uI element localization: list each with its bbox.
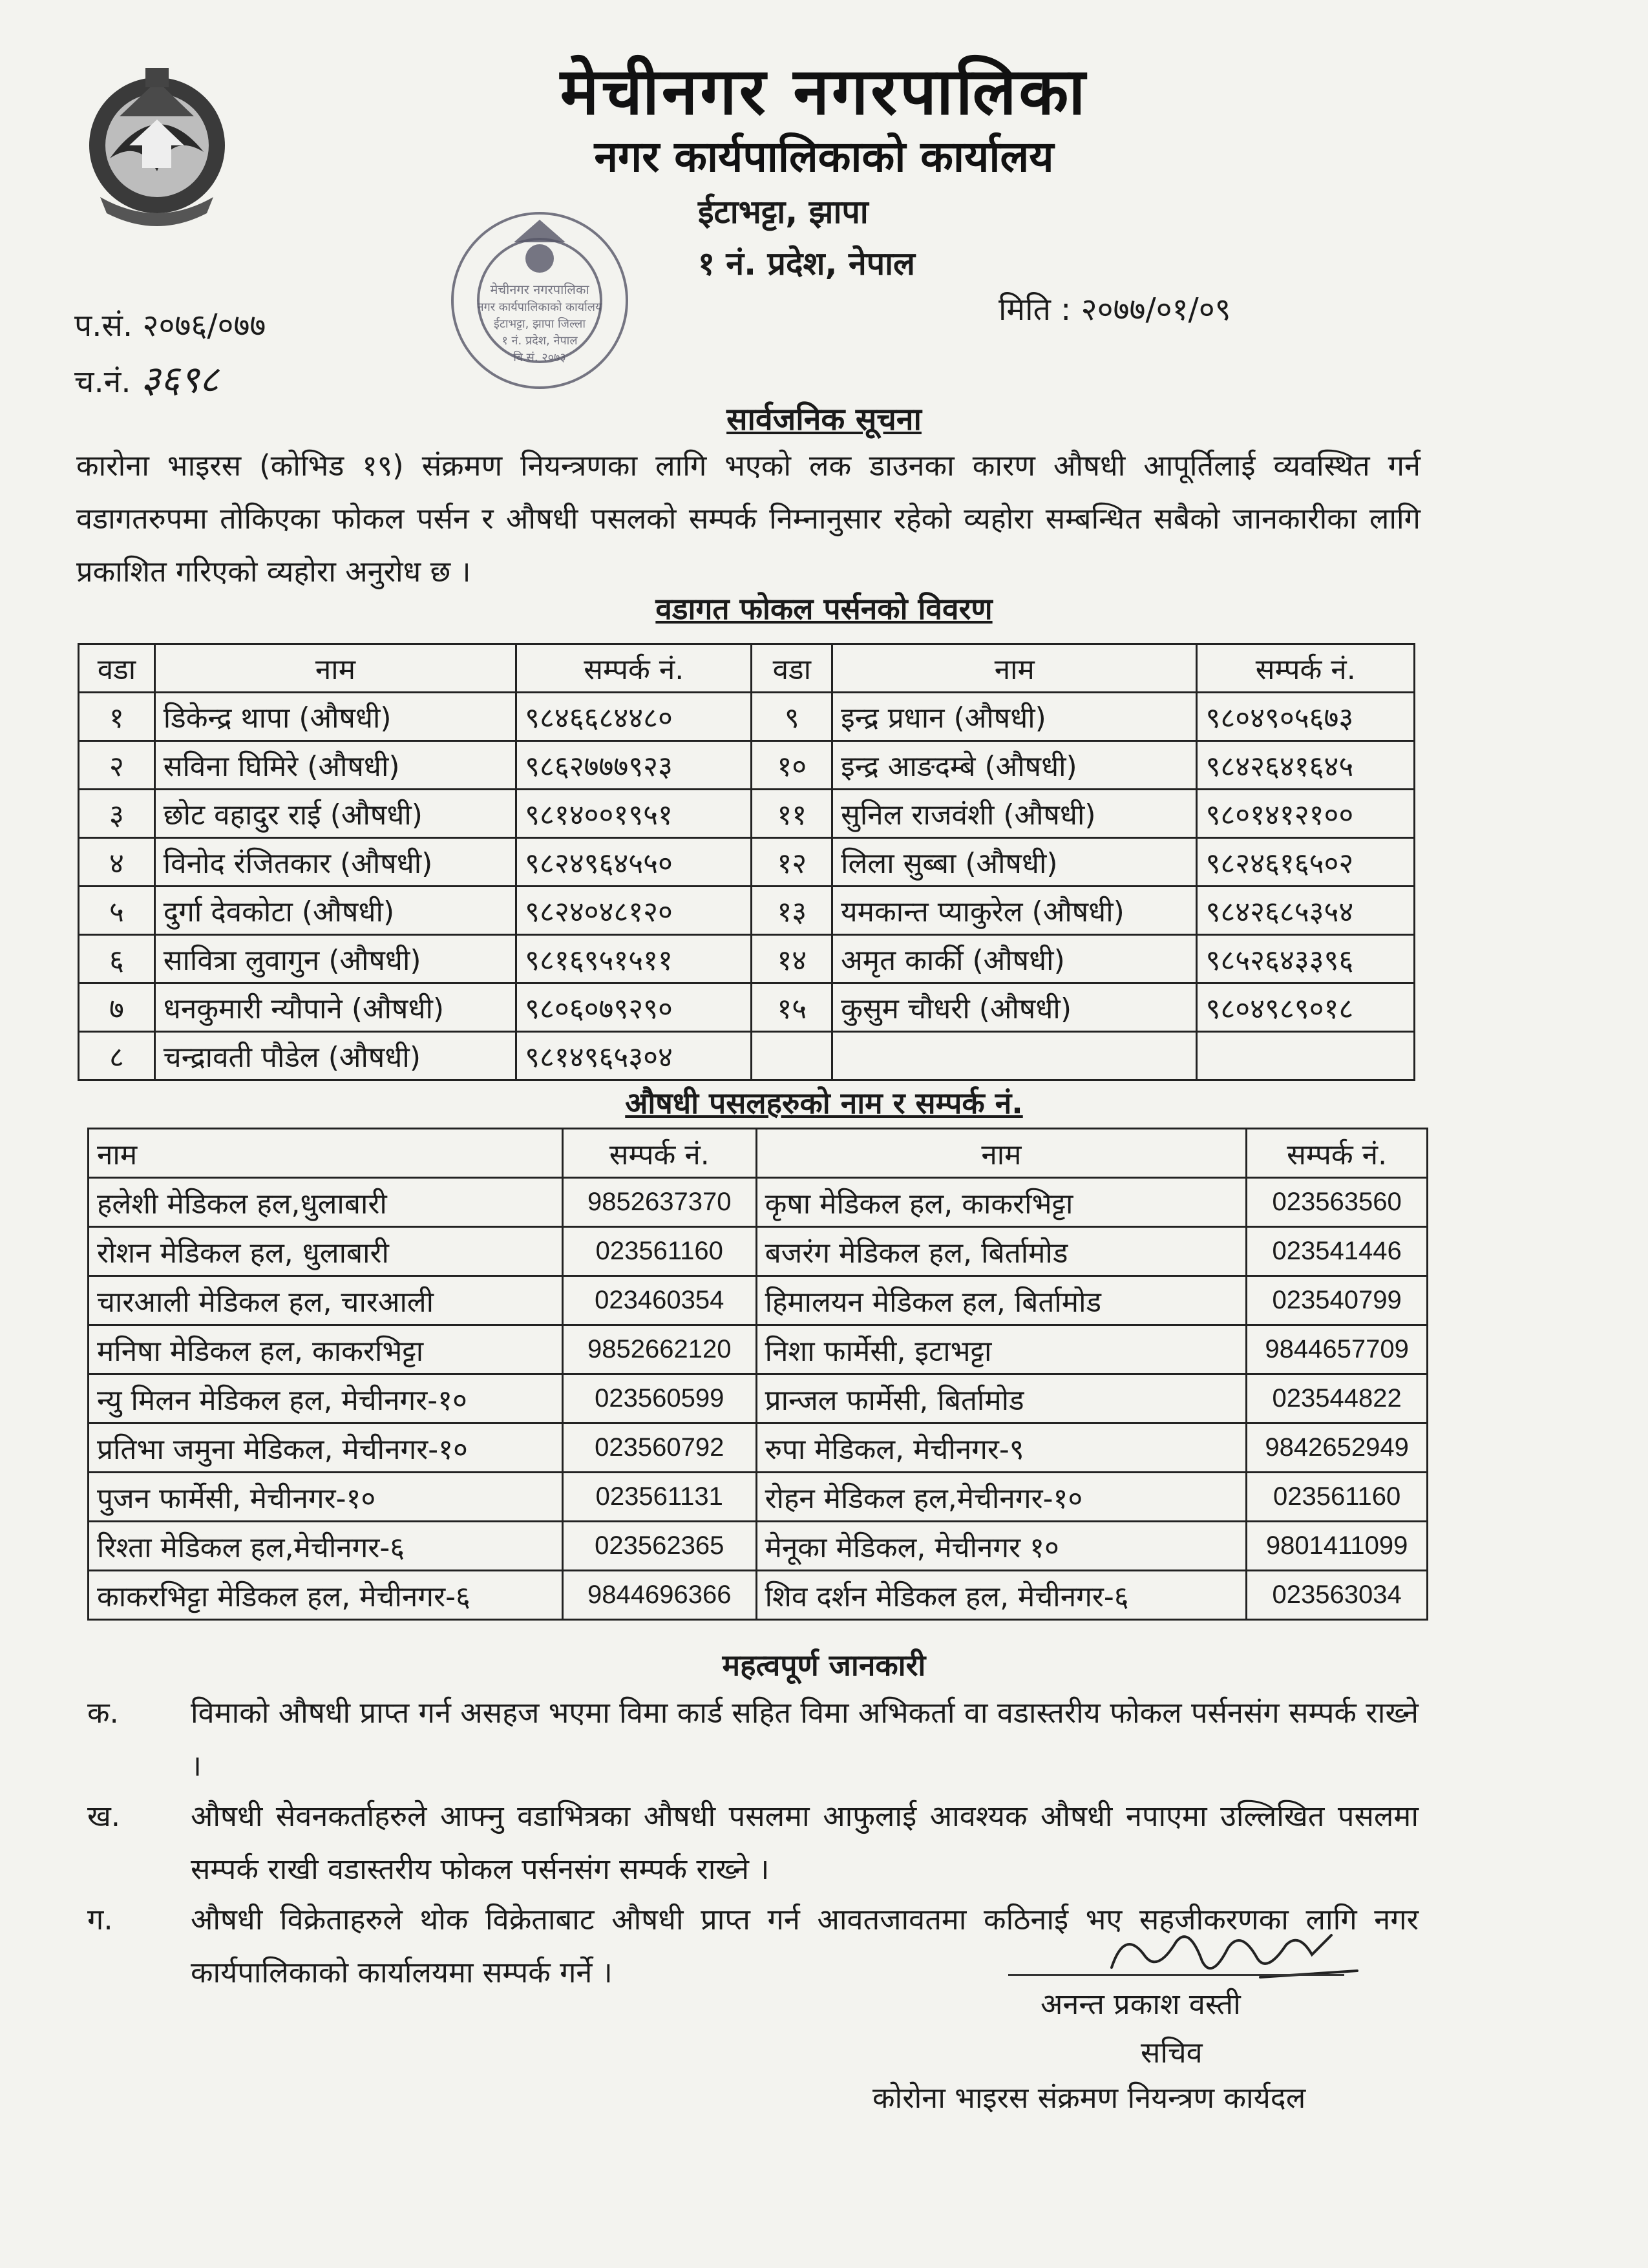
contact-cell: ९८२४०४८१२० bbox=[516, 887, 752, 935]
table-row bbox=[79, 741, 1415, 790]
contact-cell: ९८०४९८९०१८ bbox=[1197, 983, 1415, 1032]
table-row bbox=[79, 790, 1415, 838]
contact-cell: 9852637370 bbox=[562, 1178, 756, 1227]
table-row bbox=[79, 887, 1415, 935]
pharmacy-name-cell: हलेशी मेडिकल हल,धुलाबारी bbox=[89, 1178, 563, 1227]
ward-cell: ६ bbox=[79, 935, 155, 983]
table-row bbox=[89, 1227, 1428, 1276]
contact-cell: ९८१६९५१५११ bbox=[516, 935, 752, 983]
header-name: नाम bbox=[89, 1129, 563, 1178]
contact-cell: ९८५२६४३३९६ bbox=[1197, 935, 1415, 983]
name-cell: सावित्रा लुवागुन (औषधी) bbox=[154, 935, 516, 983]
contact-cell: 9844657709 bbox=[1247, 1325, 1428, 1374]
header-name: नाम bbox=[154, 644, 516, 693]
name-cell: इन्द्र आङदम्बे (औषधी) bbox=[832, 741, 1197, 790]
contact-cell: ९८१४००१९५१ bbox=[516, 790, 752, 838]
contact-cell: ९८०६०७९२९० bbox=[516, 983, 752, 1032]
reference-number: प.सं. २०७६/०७७ bbox=[74, 308, 266, 344]
contact-cell: 9844696366 bbox=[562, 1571, 756, 1620]
contact-cell: ९८४६६८४४८० bbox=[516, 693, 752, 741]
table-row bbox=[89, 1374, 1428, 1423]
name-cell: दुर्गा देवकोटा (औषधी) bbox=[154, 887, 516, 935]
pharmacy-name-cell: मेनूका मेडिकल, मेचीनगर १० bbox=[756, 1522, 1247, 1571]
contact-cell: 023544822 bbox=[1247, 1374, 1428, 1423]
name-cell: सविना घिमिरे (औषधी) bbox=[154, 741, 516, 790]
name-cell: चन्द्रावती पौडेल (औषधी) bbox=[154, 1032, 516, 1080]
contact-cell: 023563034 bbox=[1247, 1571, 1428, 1620]
ward-cell: ४ bbox=[79, 838, 155, 887]
pharmacies-title: औषधी पसलहरुको नाम र सम्पर्क नं. bbox=[625, 1086, 1023, 1120]
header-contact: सम्पर्क नं. bbox=[1247, 1129, 1428, 1178]
contact-cell: 9842652949 bbox=[1247, 1423, 1428, 1473]
ward-cell: १ bbox=[79, 693, 155, 741]
notice-title: सार्वजनिक सूचना bbox=[726, 401, 922, 437]
dispatch-label: च.नं. bbox=[74, 364, 131, 400]
contact-cell: 023460354 bbox=[562, 1276, 756, 1325]
header-contact: सम्पर्क नं. bbox=[516, 644, 752, 693]
name-cell: लिला सुब्बा (औषधी) bbox=[832, 838, 1197, 887]
pharmacy-name-cell: चारआली मेडिकल हल, चारआली bbox=[89, 1276, 563, 1325]
item-marker: क. bbox=[87, 1696, 119, 1730]
name-cell: छोट वहादुर राई (औषधी) bbox=[154, 790, 516, 838]
table-row bbox=[89, 1325, 1428, 1374]
contact-cell: 023562365 bbox=[562, 1522, 756, 1571]
pharmacy-name-cell: पुजन फार्मेसी, मेचीनगर-१० bbox=[89, 1473, 563, 1522]
contact-cell: ९८४२६८५३५४ bbox=[1197, 887, 1415, 935]
office-name: नगर कार्यपालिकाको कार्यालय bbox=[594, 132, 1054, 182]
table-row bbox=[89, 1571, 1428, 1620]
name-cell: डिकेन्द्र थापा (औषधी) bbox=[154, 693, 516, 741]
ward-cell: ७ bbox=[79, 983, 155, 1032]
table-row bbox=[89, 1178, 1428, 1227]
header-contact: सम्पर्क नं. bbox=[562, 1129, 756, 1178]
signer-designation: सचिव bbox=[1141, 2035, 1203, 2070]
item-text: विमाको औषधी प्राप्त गर्न असहज भएमा विमा कार्ड सहित विमा अभिकर्ता वा वडास्तरीय फोकल पर्सनसंग सम्पर्क राख्ने । bbox=[191, 1696, 1419, 1783]
pharmacy-name-cell: रुपा मेडिकल, मेचीनगर-९ bbox=[756, 1423, 1247, 1473]
pharmacy-name-cell: काकरभिट्टा मेडिकल हल, मेचीनगर-६ bbox=[89, 1571, 563, 1620]
contact-cell: 023561160 bbox=[1247, 1473, 1428, 1522]
contact-cell: 9801411099 bbox=[1247, 1522, 1428, 1571]
ward-cell: ३ bbox=[79, 790, 155, 838]
pharmacy-name-cell: हिमालयन मेडिकल हल, बिर्तामोड bbox=[756, 1276, 1247, 1325]
contact-cell: 023560599 bbox=[562, 1374, 756, 1423]
ward-cell: १२ bbox=[752, 838, 832, 887]
contact-cell: ९८१४९६५३०४ bbox=[516, 1032, 752, 1080]
contact-cell bbox=[1197, 1032, 1415, 1080]
name-cell: अमृत कार्की (औषधी) bbox=[832, 935, 1197, 983]
item-text: औषधी विक्रेताहरुले थोक विक्रेताबाट औषधी प्राप्त गर्न आवतजावतमा कठिनाई भए सहजीकरणका लागि नगर कार्यपालिकाको कार्यालयमा सम्पर्क गर्ने । bbox=[191, 1902, 1419, 1990]
contact-cell: ९८०१४१२१०० bbox=[1197, 790, 1415, 838]
name-cell: यमकान्त प्याकुरेल (औषधी) bbox=[832, 887, 1197, 935]
address-line-2: १ नं. प्रदेश, नेपाल bbox=[698, 245, 915, 282]
notice-body: कारोना भाइरस (कोभिड १९) संक्रमण नियन्त्रणका लागि भएको लक डाउनका कारण औषधी आपूर्तिलाई व्यवस्थित गर्न वडागतरुपमा तोकिएका फोकल पर्सन र औषधी पसलको सम्पर्क निम्नानुसार रहेको व्यहोरा सम्बन्धित सबैको जानकारीका लागि प्रकाशित गरिएको व्यहोरा अनुरोध छ । bbox=[76, 448, 1421, 589]
ward-cell: १३ bbox=[752, 887, 832, 935]
signature-icon bbox=[1099, 1916, 1370, 1993]
header-ward: वडा bbox=[752, 644, 832, 693]
pharmacy-name-cell: शिव दर्शन मेडिकल हल, मेचीनगर-६ bbox=[756, 1571, 1247, 1620]
contact-cell: 9852662120 bbox=[562, 1325, 756, 1374]
pharmacy-name-cell: प्रतिभा जमुना मेडिकल, मेचीनगर-१० bbox=[89, 1423, 563, 1473]
contact-cell: 023563560 bbox=[1247, 1178, 1428, 1227]
signature-line bbox=[1008, 1974, 1344, 1976]
contact-cell: 023561160 bbox=[562, 1227, 756, 1276]
name-cell: धनकुमारी न्यौपाने (औषधी) bbox=[154, 983, 516, 1032]
dispatch-value: ३६९८ bbox=[140, 357, 219, 401]
notice-date: मिति : २०७७/०१/०९ bbox=[998, 291, 1231, 328]
contact-cell: 023541446 bbox=[1247, 1227, 1428, 1276]
table-header-row bbox=[89, 1129, 1428, 1178]
pharmacy-name-cell: रिश्ता मेडिकल हल,मेचीनगर-६ bbox=[89, 1522, 563, 1571]
table-row bbox=[79, 935, 1415, 983]
pharmacy-name-cell: बजरंग मेडिकल हल, बिर्तामोड bbox=[756, 1227, 1247, 1276]
ward-cell: १४ bbox=[752, 935, 832, 983]
focal-persons-table bbox=[78, 643, 1415, 1081]
pharmacy-name-cell: न्यु मिलन मेडिकल हल, मेचीनगर-१० bbox=[89, 1374, 563, 1423]
name-cell: इन्द्र प्रधान (औषधी) bbox=[832, 693, 1197, 741]
ward-cell: २ bbox=[79, 741, 155, 790]
stamp-line-3: ईटाभट्टा, झापा जिल्ला bbox=[493, 317, 586, 331]
pharmacy-name-cell: रोशन मेडिकल हल, धुलाबारी bbox=[89, 1227, 563, 1276]
address-line-1: ईटाभट्टा, झापा bbox=[698, 193, 869, 231]
contact-cell: ९८२४६१६५०२ bbox=[1197, 838, 1415, 887]
ward-cell bbox=[752, 1032, 832, 1080]
name-cell: विनोद रंजितकार (औषधी) bbox=[154, 838, 516, 887]
stamp-line-1: मेचीनगर नगरपालिका bbox=[490, 282, 589, 297]
office-stamp-icon bbox=[443, 204, 637, 397]
pharmacy-name-cell: निशा फार्मेसी, इटाभट्टा bbox=[756, 1325, 1247, 1374]
pharmacies-table bbox=[87, 1128, 1428, 1621]
table-row bbox=[89, 1276, 1428, 1325]
table-header-row bbox=[79, 644, 1415, 693]
contact-cell: 023560792 bbox=[562, 1423, 756, 1473]
org-name: मेचीनगर नगरपालिका bbox=[560, 54, 1088, 129]
stamp-line-5: वि.सं. २०७३ bbox=[513, 351, 566, 364]
contact-cell: ९८०४९०५६७३ bbox=[1197, 693, 1415, 741]
table-row bbox=[79, 1032, 1415, 1080]
signer-body: कोरोना भाइरस संक्रमण नियन्त्रण कार्यदल bbox=[872, 2081, 1306, 2115]
ward-cell: १० bbox=[752, 741, 832, 790]
table-row bbox=[79, 838, 1415, 887]
contact-cell: 023540799 bbox=[1247, 1276, 1428, 1325]
name-cell bbox=[832, 1032, 1197, 1080]
dispatch-number bbox=[74, 352, 219, 403]
stamp-line-4: १ नं. प्रदेश, नेपाल bbox=[502, 334, 578, 348]
table-row bbox=[79, 693, 1415, 741]
name-cell: सुनिल राजवंशी (औषधी) bbox=[832, 790, 1197, 838]
ward-cell: १५ bbox=[752, 983, 832, 1032]
table-row bbox=[79, 983, 1415, 1032]
item-marker: ग. bbox=[87, 1902, 113, 1937]
ward-cell: ११ bbox=[752, 790, 832, 838]
header-name: नाम bbox=[832, 644, 1197, 693]
name-cell: कुसुम चौधरी (औषधी) bbox=[832, 983, 1197, 1032]
item-text: औषधी सेवनकर्ताहरुले आफ्नु वडाभित्रका औषधी पसलमा आफुलाई आवश्यक औषधी नपाएमा उल्लिखित पसलमा सम्पर्क राखी वडास्तरीय फोकल पर्सनसंग सम्पर्क राख्ने । bbox=[191, 1799, 1419, 1886]
ward-cell: ८ bbox=[79, 1032, 155, 1080]
ward-cell: ९ bbox=[752, 693, 832, 741]
contact-cell: ९८४२६४१६४५ bbox=[1197, 741, 1415, 790]
pharmacy-name-cell: प्रान्जल फार्मेसी, बिर्तामोड bbox=[756, 1374, 1247, 1423]
contact-cell: ९८२४९६४५५० bbox=[516, 838, 752, 887]
table-row bbox=[89, 1473, 1428, 1522]
header-contact: सम्पर्क नं. bbox=[1197, 644, 1415, 693]
pharmacy-name-cell: रोहन मेडिकल हल,मेचीनगर-१० bbox=[756, 1473, 1247, 1522]
signer-name: अनन्त प्रकाश वस्ती bbox=[1041, 1987, 1241, 2021]
table-row bbox=[89, 1423, 1428, 1473]
contact-cell: 023561131 bbox=[562, 1473, 756, 1522]
table-row bbox=[89, 1522, 1428, 1571]
focal-persons-title: वडागत फोकल पर्सनको विवरण bbox=[655, 591, 993, 626]
ward-cell: ५ bbox=[79, 887, 155, 935]
pharmacy-name-cell: कृषा मेडिकल हल, काकरभिट्टा bbox=[756, 1178, 1247, 1227]
header-name: नाम bbox=[756, 1129, 1247, 1178]
contact-cell: ९८६२७७७९२३ bbox=[516, 741, 752, 790]
stamp-line-2: नगर कार्यपालिकाको कार्यालय bbox=[477, 300, 602, 314]
item-marker: ख. bbox=[87, 1799, 121, 1833]
pharmacy-name-cell: मनिषा मेडिकल हल, काकरभिट्टा bbox=[89, 1325, 563, 1374]
important-info-title: महत्वपूर्ण जानकारी bbox=[722, 1648, 926, 1683]
header-ward: वडा bbox=[79, 644, 155, 693]
